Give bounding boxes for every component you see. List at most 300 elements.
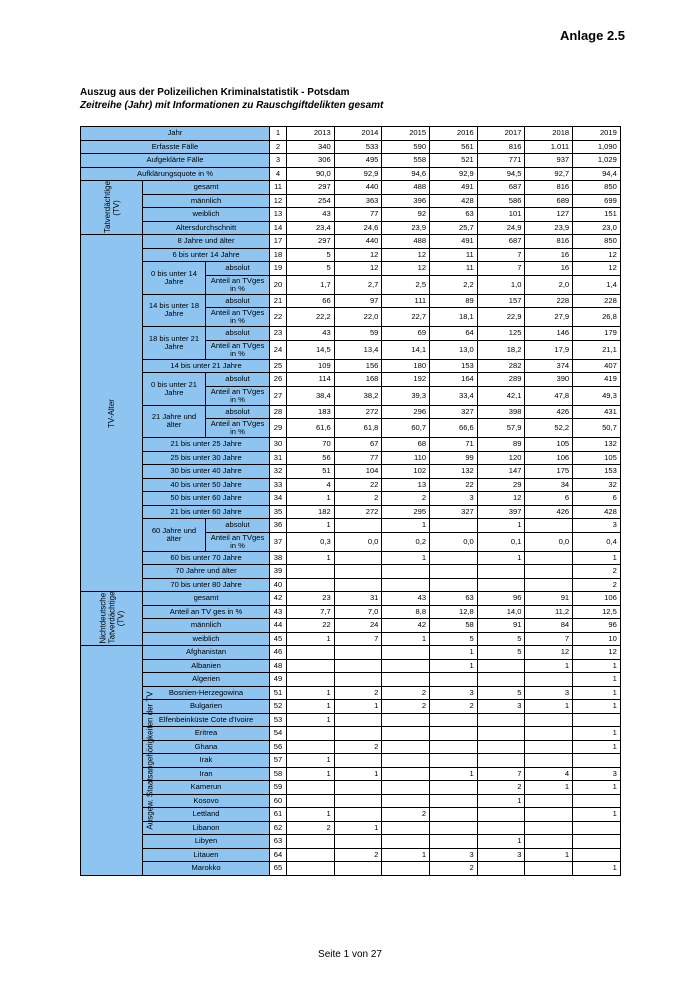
value-cell: 1,090 — [573, 140, 621, 154]
row-label: Anteil an TV ges in % — [143, 605, 270, 619]
value-cell: 22 — [287, 619, 335, 633]
value-cell: 12,5 — [573, 605, 621, 619]
value-cell: 77 — [334, 451, 382, 465]
value-cell — [477, 713, 525, 727]
value-cell — [382, 835, 430, 849]
value-cell: 1 — [573, 700, 621, 714]
value-cell: 92,7 — [525, 167, 573, 181]
row-number: 59 — [270, 781, 287, 795]
value-cell — [477, 565, 525, 579]
table-row — [81, 673, 621, 687]
value-cell: 937 — [525, 154, 573, 168]
value-cell: 1 — [334, 700, 382, 714]
table-row — [81, 646, 621, 660]
value-cell: 533 — [334, 140, 382, 154]
value-cell: 1,7 — [287, 275, 335, 294]
row-number: 51 — [270, 686, 287, 700]
table-row — [81, 519, 621, 533]
row-label: Anteil an TVges in % — [206, 386, 270, 405]
row-number: 45 — [270, 632, 287, 646]
row-label: 6 bis unter 14 Jahre — [143, 248, 270, 262]
value-cell: 24,6 — [334, 221, 382, 235]
table-row — [81, 592, 621, 606]
value-cell — [525, 727, 573, 741]
table-row — [81, 465, 621, 479]
value-cell: 2,2 — [430, 275, 478, 294]
value-cell: 2 — [430, 700, 478, 714]
value-cell: 66,6 — [430, 419, 478, 438]
value-cell — [382, 754, 430, 768]
row-number: 30 — [270, 438, 287, 452]
value-cell — [287, 862, 335, 876]
value-cell: 183 — [287, 405, 335, 419]
value-cell: 426 — [525, 505, 573, 519]
value-cell: 12 — [334, 248, 382, 262]
value-cell: 0,1 — [477, 532, 525, 551]
value-cell: 1 — [525, 848, 573, 862]
table-row — [81, 551, 621, 565]
value-cell — [382, 673, 430, 687]
value-cell: 64 — [430, 327, 478, 341]
value-cell — [334, 727, 382, 741]
row-label: Anteil an TVges in % — [206, 340, 270, 359]
value-cell: 428 — [573, 505, 621, 519]
value-cell: 18,2 — [477, 340, 525, 359]
value-cell: 151 — [573, 208, 621, 222]
value-cell: 2,7 — [334, 275, 382, 294]
value-cell: 59 — [334, 327, 382, 341]
value-cell: 61,6 — [287, 419, 335, 438]
row-label: 25 bis unter 30 Jahre — [143, 451, 270, 465]
value-cell: 192 — [382, 373, 430, 387]
value-cell: 488 — [382, 235, 430, 249]
table-row — [81, 862, 621, 876]
row-number: 17 — [270, 235, 287, 249]
value-cell: 8,8 — [382, 605, 430, 619]
value-cell — [525, 673, 573, 687]
value-cell: 1 — [573, 673, 621, 687]
row-label: 30 bis unter 40 Jahre — [143, 465, 270, 479]
value-cell: 132 — [573, 438, 621, 452]
value-cell — [525, 808, 573, 822]
value-cell: 2 — [382, 808, 430, 822]
value-cell: 1 — [287, 713, 335, 727]
value-cell: 850 — [573, 181, 621, 195]
value-cell: 699 — [573, 194, 621, 208]
table-row — [81, 619, 621, 633]
value-cell: 1 — [573, 551, 621, 565]
row-label: Bosnien-Herzegowina — [143, 686, 270, 700]
value-cell — [573, 821, 621, 835]
value-cell: 23,9 — [525, 221, 573, 235]
value-cell: 97 — [334, 294, 382, 308]
value-cell: 71 — [430, 438, 478, 452]
value-cell: 67 — [334, 438, 382, 452]
table-row — [81, 248, 621, 262]
value-cell: 12 — [573, 646, 621, 660]
value-cell — [334, 754, 382, 768]
value-cell: 340 — [287, 140, 335, 154]
value-cell: 1.011 — [525, 140, 573, 154]
value-cell: 816 — [525, 235, 573, 249]
value-cell: 816 — [525, 181, 573, 195]
value-cell: 23,0 — [573, 221, 621, 235]
value-cell — [525, 794, 573, 808]
row-number: 52 — [270, 700, 287, 714]
table-row — [81, 794, 621, 808]
value-cell: 7,0 — [334, 605, 382, 619]
value-cell: 57,9 — [477, 419, 525, 438]
value-cell: 0,4 — [573, 532, 621, 551]
value-cell — [573, 754, 621, 768]
value-cell: 228 — [525, 294, 573, 308]
value-cell — [382, 767, 430, 781]
row-number: 19 — [270, 262, 287, 276]
value-cell — [430, 835, 478, 849]
value-cell: 92 — [382, 208, 430, 222]
value-cell: 1 — [573, 659, 621, 673]
value-cell — [382, 821, 430, 835]
value-cell — [334, 862, 382, 876]
value-cell — [525, 713, 573, 727]
value-cell: 1 — [430, 767, 478, 781]
value-cell: 13,0 — [430, 340, 478, 359]
table-row — [81, 221, 621, 235]
table-row — [81, 659, 621, 673]
value-cell: 2 — [382, 686, 430, 700]
value-cell: 2,5 — [382, 275, 430, 294]
value-cell: 295 — [382, 505, 430, 519]
value-cell: 488 — [382, 181, 430, 195]
value-cell: 521 — [430, 154, 478, 168]
value-cell: 0,3 — [287, 532, 335, 551]
row-number: 63 — [270, 835, 287, 849]
table-row — [81, 808, 621, 822]
table-row — [81, 754, 621, 768]
value-cell: 2,0 — [525, 275, 573, 294]
row-number: 28 — [270, 405, 287, 419]
row-number: 12 — [270, 194, 287, 208]
page-footer: Seite 1 von 27 — [318, 949, 382, 960]
value-cell — [573, 713, 621, 727]
row-label: absolut — [206, 262, 270, 276]
row-label: 70 Jahre und älter — [143, 565, 270, 579]
row-label: weiblich — [143, 632, 270, 646]
value-cell: 1 — [287, 754, 335, 768]
table-row — [81, 605, 621, 619]
value-cell — [573, 794, 621, 808]
value-cell: 70 — [287, 438, 335, 452]
table-row — [81, 438, 621, 452]
value-cell: 63 — [430, 592, 478, 606]
value-cell: 180 — [382, 359, 430, 373]
table-row — [81, 700, 621, 714]
value-cell: 51 — [287, 465, 335, 479]
value-cell: 10 — [573, 632, 621, 646]
value-cell: 5 — [477, 686, 525, 700]
value-cell: 390 — [525, 373, 573, 387]
value-cell: 175 — [525, 465, 573, 479]
row-number: 11 — [270, 181, 287, 195]
value-cell: 38,2 — [334, 386, 382, 405]
value-cell — [573, 848, 621, 862]
age-group-label: 21 Jahre und älter — [143, 405, 206, 438]
row-label: 21 bis unter 25 Jahre — [143, 438, 270, 452]
table-row — [81, 492, 621, 506]
table-row — [81, 821, 621, 835]
value-cell: 132 — [430, 465, 478, 479]
row-number: 13 — [270, 208, 287, 222]
value-cell: 26,8 — [573, 308, 621, 327]
row-label: Irak — [143, 754, 270, 768]
row-number: 21 — [270, 294, 287, 308]
value-cell: 146 — [525, 327, 573, 341]
value-cell — [382, 862, 430, 876]
row-label: Iran — [143, 767, 270, 781]
value-cell — [477, 821, 525, 835]
value-cell: 5 — [430, 632, 478, 646]
value-cell — [334, 565, 382, 579]
row-label: gesamt — [143, 592, 270, 606]
value-cell: 49,3 — [573, 386, 621, 405]
value-cell: 5 — [287, 248, 335, 262]
value-cell: 419 — [573, 373, 621, 387]
row-label: 60 bis unter 70 Jahre — [143, 551, 270, 565]
table-row — [81, 359, 621, 373]
value-cell: 2 — [573, 565, 621, 579]
row-number: 29 — [270, 419, 287, 438]
row-label: Aufklärungsquote in % — [81, 167, 270, 181]
value-cell: 3 — [477, 848, 525, 862]
value-cell: 2 — [334, 686, 382, 700]
value-cell: 42,1 — [477, 386, 525, 405]
value-cell: 396 — [382, 194, 430, 208]
value-cell: 7 — [477, 248, 525, 262]
table-row — [81, 262, 621, 276]
value-cell: 22,9 — [477, 308, 525, 327]
value-cell: 2 — [334, 848, 382, 862]
table-row — [81, 294, 621, 308]
value-cell: 374 — [525, 359, 573, 373]
value-cell — [287, 565, 335, 579]
value-cell — [334, 519, 382, 533]
value-cell: 92,9 — [430, 167, 478, 181]
row-label: Anteil an TVges in % — [206, 532, 270, 551]
value-cell: 7 — [477, 262, 525, 276]
value-cell: 771 — [477, 154, 525, 168]
value-cell: 22,0 — [334, 308, 382, 327]
value-cell: 125 — [477, 327, 525, 341]
table-row — [81, 686, 621, 700]
table-row — [81, 208, 621, 222]
category-label — [81, 646, 155, 876]
value-cell: 1 — [382, 551, 430, 565]
value-cell — [477, 578, 525, 592]
row-label: männlich — [143, 194, 270, 208]
value-cell: 14,1 — [382, 340, 430, 359]
value-cell: 12 — [382, 262, 430, 276]
value-cell: 12 — [573, 248, 621, 262]
row-number: 58 — [270, 767, 287, 781]
value-cell — [287, 848, 335, 862]
value-cell: 816 — [477, 140, 525, 154]
age-group-label: 0 bis unter 14 Jahre — [143, 262, 206, 295]
value-cell: 12 — [525, 646, 573, 660]
value-cell: 1 — [477, 835, 525, 849]
value-cell — [334, 578, 382, 592]
value-cell: 0,2 — [382, 532, 430, 551]
value-cell: 94,4 — [573, 167, 621, 181]
value-cell — [334, 659, 382, 673]
value-cell — [334, 551, 382, 565]
value-cell — [477, 808, 525, 822]
value-cell: 1 — [430, 659, 478, 673]
row-label: Lettland — [143, 808, 270, 822]
value-cell: 91 — [525, 592, 573, 606]
value-cell: 1 — [525, 781, 573, 795]
value-cell: 306 — [287, 154, 335, 168]
value-cell: 58 — [430, 619, 478, 633]
value-cell: 4 — [287, 478, 335, 492]
row-label: Anteil an TVges in % — [206, 308, 270, 327]
value-cell: 1,029 — [573, 154, 621, 168]
value-cell — [430, 713, 478, 727]
value-cell — [525, 862, 573, 876]
value-cell: 687 — [477, 235, 525, 249]
category-label — [81, 235, 143, 592]
value-cell: 43 — [287, 327, 335, 341]
value-cell: 228 — [573, 294, 621, 308]
value-cell: 1 — [525, 700, 573, 714]
value-cell: 1,4 — [573, 275, 621, 294]
value-cell: 272 — [334, 505, 382, 519]
value-cell: 69 — [382, 327, 430, 341]
row-number: 14 — [270, 221, 287, 235]
value-cell — [382, 781, 430, 795]
row-label: Albanien — [143, 659, 270, 673]
value-cell: 105 — [525, 438, 573, 452]
value-cell: 3 — [573, 767, 621, 781]
value-cell: 254 — [287, 194, 335, 208]
value-cell: 106 — [525, 451, 573, 465]
table-row — [81, 373, 621, 387]
row-number: 40 — [270, 578, 287, 592]
row-number: 39 — [270, 565, 287, 579]
value-cell: 1 — [573, 740, 621, 754]
value-cell: 495 — [334, 154, 382, 168]
value-cell: 0,0 — [430, 532, 478, 551]
value-cell: 153 — [430, 359, 478, 373]
value-cell: 7,7 — [287, 605, 335, 619]
table-row — [81, 713, 621, 727]
row-number: 42 — [270, 592, 287, 606]
value-cell: 104 — [334, 465, 382, 479]
value-cell — [477, 659, 525, 673]
value-cell: 7 — [477, 767, 525, 781]
value-cell: 327 — [430, 505, 478, 519]
value-cell: 491 — [430, 181, 478, 195]
value-cell: 23,9 — [382, 221, 430, 235]
value-cell: 13 — [382, 478, 430, 492]
value-cell: 1 — [573, 781, 621, 795]
row-label: gesamt — [143, 181, 270, 195]
age-group-label: 18 bis unter 21 Jahre — [143, 327, 206, 360]
value-cell — [382, 646, 430, 660]
value-cell: 5 — [287, 262, 335, 276]
value-cell: 2 — [430, 862, 478, 876]
table-row — [81, 181, 621, 195]
year-header: 2017 — [477, 127, 525, 141]
value-cell: 22,2 — [287, 308, 335, 327]
value-cell — [382, 659, 430, 673]
value-cell: 22 — [334, 478, 382, 492]
value-cell: 94,6 — [382, 167, 430, 181]
value-cell: 0,0 — [525, 532, 573, 551]
value-cell: 84 — [525, 619, 573, 633]
value-cell — [525, 565, 573, 579]
year-header: 2019 — [573, 127, 621, 141]
value-cell: 7 — [525, 632, 573, 646]
year-header: 2015 — [382, 127, 430, 141]
value-cell: 398 — [477, 405, 525, 419]
value-cell: 1 — [287, 492, 335, 506]
value-cell: 397 — [477, 505, 525, 519]
value-cell: 561 — [430, 140, 478, 154]
row-number: 25 — [270, 359, 287, 373]
value-cell: 13,4 — [334, 340, 382, 359]
value-cell — [525, 740, 573, 754]
value-cell: 77 — [334, 208, 382, 222]
table-row — [81, 405, 621, 419]
value-cell: 60,7 — [382, 419, 430, 438]
value-cell: 1 — [382, 848, 430, 862]
value-cell: 586 — [477, 194, 525, 208]
row-label: Kamerun — [143, 781, 270, 795]
value-cell — [430, 578, 478, 592]
value-cell: 1 — [287, 519, 335, 533]
table-row — [81, 235, 621, 249]
value-cell: 5 — [477, 632, 525, 646]
row-number: 24 — [270, 340, 287, 359]
value-cell: 297 — [287, 181, 335, 195]
value-cell: 3 — [430, 848, 478, 862]
age-group-label: 14 bis unter 18 Jahre — [143, 294, 206, 327]
row-label: Litauen — [143, 848, 270, 862]
age-group-label: 0 bis unter 21 Jahre — [143, 373, 206, 406]
value-cell: 3 — [430, 492, 478, 506]
row-number: 31 — [270, 451, 287, 465]
row-number: 35 — [270, 505, 287, 519]
value-cell: 61,8 — [334, 419, 382, 438]
row-number: 54 — [270, 727, 287, 741]
row-label: weiblich — [143, 208, 270, 222]
value-cell: 27,9 — [525, 308, 573, 327]
table-row — [81, 565, 621, 579]
value-cell: 2 — [382, 700, 430, 714]
value-cell: 91 — [477, 619, 525, 633]
value-cell: 327 — [430, 405, 478, 419]
value-cell: 440 — [334, 235, 382, 249]
value-cell: 1 — [573, 862, 621, 876]
row-number: 64 — [270, 848, 287, 862]
value-cell: 101 — [477, 208, 525, 222]
value-cell — [287, 781, 335, 795]
row-label: Libanon — [143, 821, 270, 835]
value-cell — [287, 578, 335, 592]
table-row — [81, 740, 621, 754]
value-cell: 3 — [525, 686, 573, 700]
value-cell — [334, 673, 382, 687]
